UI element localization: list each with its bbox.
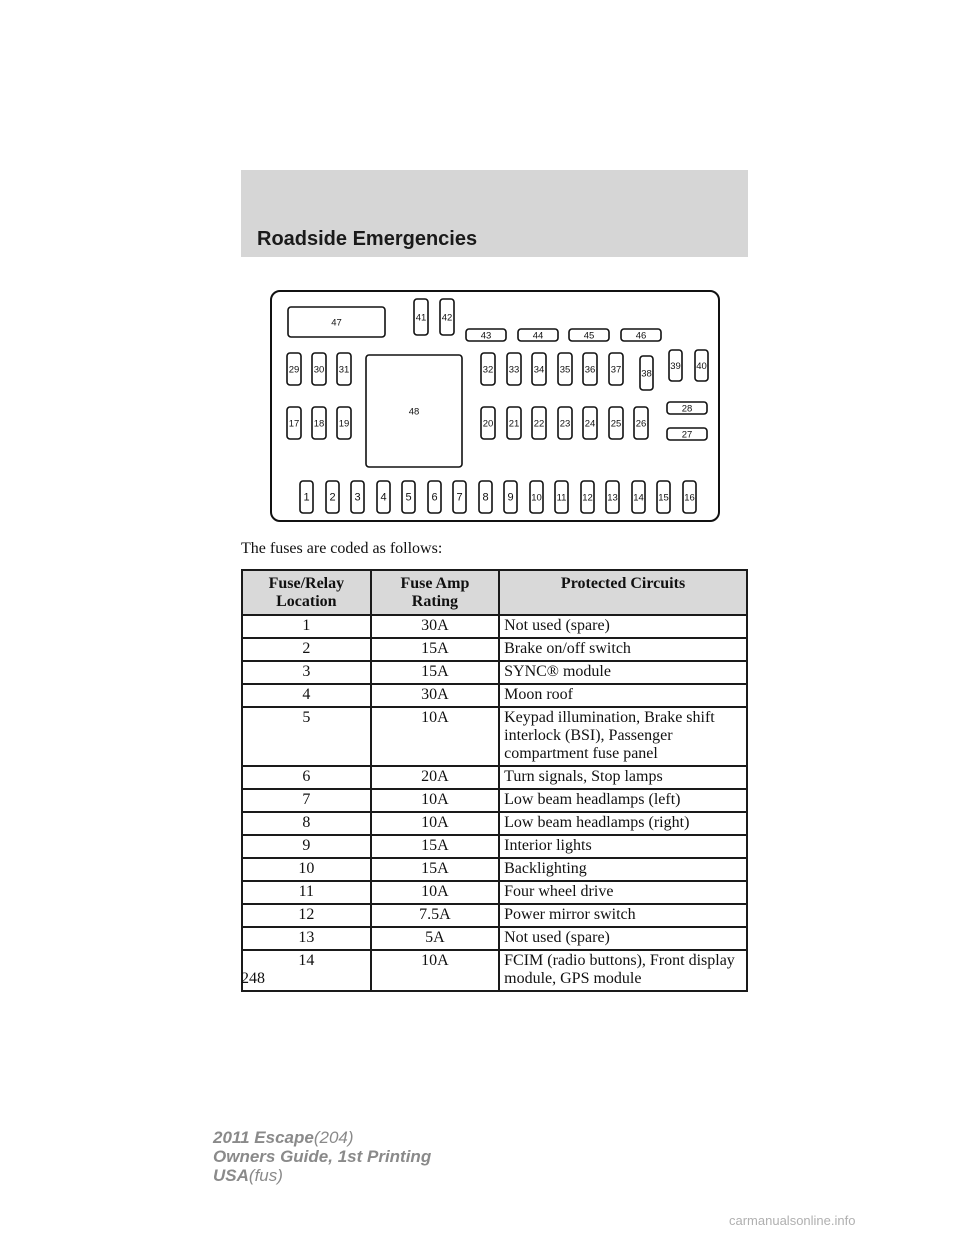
footer-line-3 <box>213 1166 431 1185</box>
fuse-16 <box>683 481 696 513</box>
cell-amp: 10A <box>371 707 499 766</box>
fuse-20 <box>481 407 495 439</box>
cell-location: 3 <box>242 661 371 684</box>
fuse-label: 4 <box>380 491 387 504</box>
fuse-label: 48 <box>408 406 420 418</box>
cell-location: 10 <box>242 858 371 881</box>
fuse-23 <box>558 407 572 439</box>
fuse-table-body <box>242 615 747 991</box>
fuse-9 <box>504 481 517 513</box>
fuse-label: 17 <box>288 418 300 430</box>
table-row <box>242 950 747 991</box>
fuse-label: 46 <box>635 330 647 342</box>
fuse-36 <box>583 353 597 385</box>
cell-circuit: Not used (spare) <box>499 927 747 950</box>
header-location-line1: Fuse/Relay <box>268 575 345 592</box>
fuse-label: 27 <box>681 429 693 441</box>
fuse-label: 31 <box>338 364 350 376</box>
fuse-label: 41 <box>415 312 427 324</box>
cell-amp: 10A <box>371 881 499 904</box>
fuse-label: 40 <box>696 361 707 372</box>
fuse-label: 11 <box>556 492 567 504</box>
fuse-label: 47 <box>331 317 342 329</box>
cell-amp: 7.5A <box>371 904 499 927</box>
fuse-label: 24 <box>584 418 596 430</box>
fuse-label: 43 <box>480 330 492 342</box>
fuse-45 <box>569 329 609 342</box>
fuse-27 <box>667 428 707 441</box>
fuse-label: 25 <box>610 418 622 430</box>
cell-circuit: Keypad illumination, Brake shift interlock (BSI), Passenger compartment fuse panel <box>499 707 747 766</box>
fuse-label: 36 <box>584 364 596 376</box>
fuse-33 <box>507 353 521 385</box>
fuse-43 <box>466 329 506 342</box>
fuse-label: 34 <box>533 364 545 376</box>
cell-circuit: Four wheel drive <box>499 881 747 904</box>
print-footer <box>213 1128 431 1185</box>
cell-amp: 20A <box>371 766 499 789</box>
footer-model-code: (204) <box>313 1128 354 1147</box>
cell-amp: 15A <box>371 858 499 881</box>
fuse-29 <box>287 353 301 385</box>
cell-amp: 15A <box>371 835 499 858</box>
fuse-38 <box>640 356 653 390</box>
table-row <box>242 858 747 881</box>
fuse-panel-svg <box>270 290 720 522</box>
footer-line-2: Owners Guide, 1st Printing <box>213 1147 432 1166</box>
fuse-41 <box>414 299 428 335</box>
cell-circuit: Not used (spare) <box>499 615 747 638</box>
cell-amp: 15A <box>371 638 499 661</box>
fuse-label: 35 <box>559 364 571 376</box>
fuse-label: 21 <box>508 418 520 430</box>
fuse-label: 9 <box>507 491 514 504</box>
cell-amp: 15A <box>371 661 499 684</box>
fuse-label: 22 <box>533 418 545 430</box>
footer-model: 2011 Escape <box>213 1128 314 1147</box>
fuse-4 <box>377 481 390 513</box>
table-row <box>242 812 747 835</box>
cell-location: 1 <box>242 615 371 638</box>
table-row <box>242 927 747 950</box>
fuse-label: 7 <box>456 491 463 504</box>
cell-amp: 10A <box>371 812 499 835</box>
fuse-label: 15 <box>658 492 669 504</box>
fuse-42 <box>440 299 454 335</box>
fuse-label: 13 <box>607 492 618 504</box>
fuse-5 <box>402 481 415 513</box>
fuse-label: 44 <box>532 330 544 342</box>
fuse-12 <box>581 481 594 513</box>
fuse-21 <box>507 407 521 439</box>
cell-location: 5 <box>242 707 371 766</box>
fuse-label: 18 <box>313 418 325 430</box>
cell-circuit: SYNC® module <box>499 661 747 684</box>
fuse-3 <box>351 481 364 513</box>
fuse-11 <box>555 481 568 513</box>
fuse-18 <box>312 407 326 439</box>
fuse-48 <box>366 355 462 467</box>
fuse-label: 29 <box>288 364 300 376</box>
fuse-37 <box>609 353 623 385</box>
fuse-15 <box>657 481 670 513</box>
fuse-10 <box>530 481 543 513</box>
header-location <box>242 570 371 615</box>
fuse-31 <box>337 353 351 385</box>
fuse-7 <box>453 481 466 513</box>
table-row <box>242 684 747 707</box>
cell-amp: 10A <box>371 950 499 991</box>
table-row <box>242 789 747 812</box>
fuse-label: 28 <box>681 403 693 415</box>
fuse-30 <box>312 353 326 385</box>
cell-location: 11 <box>242 881 371 904</box>
fuse-22 <box>532 407 546 439</box>
fuse-46 <box>621 329 661 342</box>
section-header-band <box>241 170 748 257</box>
fuse-label: 45 <box>583 330 595 342</box>
fuse-label: 26 <box>635 418 647 430</box>
header-circuits: Protected Circuits <box>499 570 747 615</box>
cell-circuit: Low beam headlamps (left) <box>499 789 747 812</box>
fuse-label: 8 <box>482 491 489 504</box>
table-row <box>242 835 747 858</box>
cell-location: 6 <box>242 766 371 789</box>
fuse-label: 20 <box>482 418 494 430</box>
fuse-label: 6 <box>431 491 438 504</box>
fuse-label: 32 <box>482 364 494 376</box>
table-row <box>242 661 747 684</box>
cell-circuit: Turn signals, Stop lamps <box>499 766 747 789</box>
cell-amp: 10A <box>371 789 499 812</box>
cell-circuit: Interior lights <box>499 835 747 858</box>
watermark: carmanualsonline.info <box>729 1213 856 1228</box>
fuse-table <box>241 569 748 992</box>
cell-amp: 30A <box>371 684 499 707</box>
fuse-label: 12 <box>582 492 593 504</box>
cell-location: 13 <box>242 927 371 950</box>
table-row <box>242 707 747 766</box>
table-row <box>242 615 747 638</box>
fuse-label: 39 <box>670 361 681 372</box>
page-number: 248 <box>241 970 265 987</box>
fuse-label: 5 <box>405 491 412 504</box>
cell-circuit: FCIM (radio buttons), Front display module, GPS module <box>499 950 747 991</box>
fuse-14 <box>632 481 645 513</box>
fuse-label: 10 <box>531 492 542 504</box>
cell-location: 14 <box>242 950 371 991</box>
fuse-label: 1 <box>303 491 310 504</box>
fuse-label: 14 <box>633 492 644 504</box>
fuse-17 <box>287 407 301 439</box>
footer-market-code: (fus) <box>248 1166 283 1185</box>
fuse-label: 19 <box>338 418 350 430</box>
cell-circuit: Backlighting <box>499 858 747 881</box>
fuse-label: 38 <box>641 368 652 380</box>
fuse-40 <box>695 350 708 381</box>
fuse-26 <box>634 407 648 439</box>
header-amp-line2: Rating <box>411 593 459 610</box>
footer-line-1 <box>213 1128 431 1147</box>
footer-market: USA <box>213 1166 249 1185</box>
fuse-label: 42 <box>441 312 453 324</box>
fuse-39 <box>669 350 682 381</box>
fuse-6 <box>428 481 441 513</box>
fuse-13 <box>606 481 619 513</box>
cell-location: 9 <box>242 835 371 858</box>
fuse-label: 2 <box>329 491 336 504</box>
fuse-8 <box>479 481 492 513</box>
cell-location: 7 <box>242 789 371 812</box>
table-row <box>242 881 747 904</box>
fuse-label: 30 <box>313 364 325 376</box>
fuse-44 <box>518 329 558 342</box>
cell-location: 4 <box>242 684 371 707</box>
fuse-34 <box>532 353 546 385</box>
fuse-label: 37 <box>610 364 622 376</box>
fuse-28 <box>667 402 707 415</box>
fuse-35 <box>558 353 572 385</box>
header-amp <box>371 570 499 615</box>
fuse-label: 3 <box>354 491 361 504</box>
table-header-row <box>242 570 747 615</box>
fuse-32 <box>481 353 495 385</box>
fuse-24 <box>583 407 597 439</box>
table-row <box>242 638 747 661</box>
cell-location: 8 <box>242 812 371 835</box>
section-title: Roadside Emergencies <box>257 228 478 250</box>
cell-circuit: Brake on/off switch <box>499 638 747 661</box>
fuse-label: 33 <box>508 364 520 376</box>
cell-location: 2 <box>242 638 371 661</box>
cell-circuit: Low beam headlamps (right) <box>499 812 747 835</box>
cell-amp: 5A <box>371 927 499 950</box>
fuse-25 <box>609 407 623 439</box>
fuse-1 <box>300 481 313 513</box>
intro-text: The fuses are coded as follows: <box>241 540 443 557</box>
fuse-19 <box>337 407 351 439</box>
cell-circuit: Power mirror switch <box>499 904 747 927</box>
fuse-47 <box>288 307 385 337</box>
fuse-2 <box>326 481 339 513</box>
fuse-panel-diagram <box>270 290 720 522</box>
fuse-label: 16 <box>684 492 695 504</box>
cell-circuit: Moon roof <box>499 684 747 707</box>
table-row <box>242 766 747 789</box>
table-row <box>242 904 747 927</box>
cell-location: 12 <box>242 904 371 927</box>
header-location-line2: Location <box>276 593 337 610</box>
cell-amp: 30A <box>371 615 499 638</box>
fuse-label: 23 <box>559 418 571 430</box>
header-amp-line1: Fuse Amp <box>400 575 470 592</box>
